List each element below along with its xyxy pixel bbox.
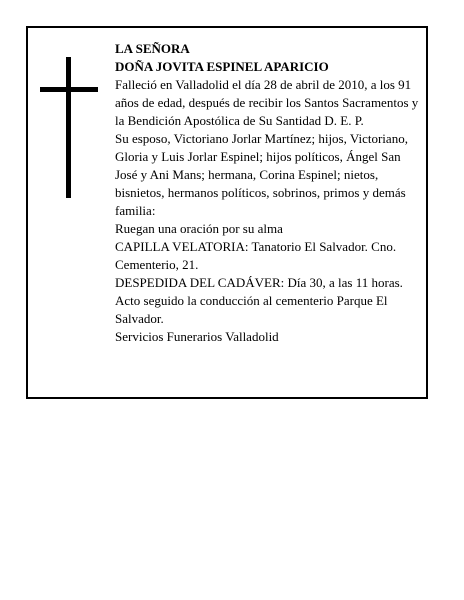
- cross-horizontal-bar: [40, 87, 98, 92]
- prayer-request: Ruegan una oración por su alma: [115, 221, 283, 236]
- funeral-services: Servicios Funerarios Valladolid: [115, 329, 279, 344]
- notice-heading: LA SEÑORA: [115, 41, 190, 56]
- cross-vertical-bar: [66, 57, 71, 198]
- family-list: Su esposo, Victoriano Jorlar Martínez; hijos, Victoriano, Gloria y Luis Jorlar Espinel; hijos políticos, Ángel San José y Ani Mans; hermana, Corina Espinel; nietos, bisnietos, hermanos políticos, sobrinos, primos y demás familia:: [115, 131, 408, 218]
- obituary-notice: [26, 26, 428, 399]
- death-announcement: Falleció en Valladolid el día 28 de abril de 2010, a los 91 años de edad, después de recibir los Santos Sacramentos y la Bendición Apostólica de Su Santidad D. E. P.: [115, 77, 419, 128]
- deceased-name: DOÑA JOVITA ESPINEL APARICIO: [115, 59, 329, 74]
- funeral-info: DESPEDIDA DEL CADÁVER: Día 30, a las 11 horas. Acto seguido la conducción al cementerio Parque El Salvador.: [115, 275, 403, 326]
- latin-cross-icon: [40, 57, 98, 198]
- notice-text: [115, 40, 423, 346]
- chapel-info: CAPILLA VELATORIA: Tanatorio El Salvador. Cno. Cementerio, 21.: [115, 239, 397, 272]
